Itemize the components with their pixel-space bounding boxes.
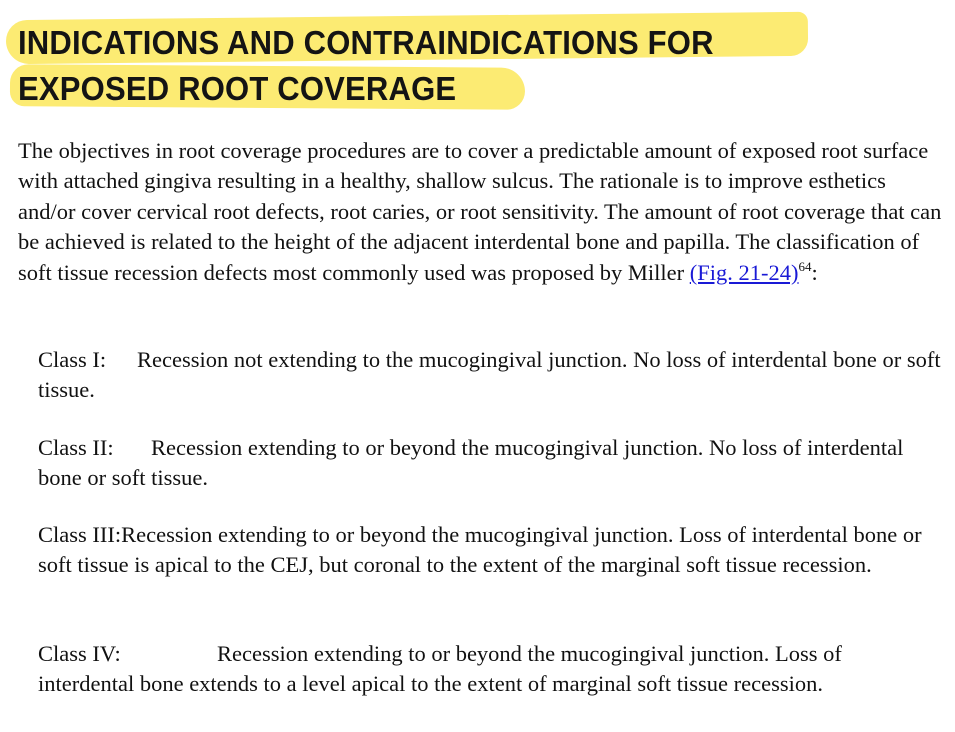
classification-item xyxy=(38,639,943,700)
classification-item xyxy=(38,520,943,581)
class-label: Class I: xyxy=(38,347,107,372)
class-description: Recession not extending to the mucogingival junction. No loss of interdental bone or soft tissue. xyxy=(38,347,941,403)
intro-text: The objectives in root coverage procedures are to cover a predictable amount of exposed root surface with attached gingiva resulting in a healthy, shallow sulcus. The rationale is to improve esthetics and/or cover cervical root defects, root caries, or root sensitivity. The amount of root coverage that can be achieved is related to the height of the adjacent interdental bone and papilla. The classification of soft tissue recession defects most commonly used was proposed by Miller xyxy=(18,138,942,285)
classification-item xyxy=(38,345,943,406)
reference-superscript[interactable]: 64 xyxy=(798,258,812,274)
class-description: Recession extending to or beyond the mucogingival junction. Loss of interdental bone extends to a level apical to the extent of marginal soft tissue recession. xyxy=(38,641,842,697)
class-label: Class III: xyxy=(38,522,122,547)
section-heading xyxy=(18,20,714,112)
class-label: Class II: xyxy=(38,435,114,460)
heading-line-1: INDICATIONS AND CONTRAINDICATIONS FOR xyxy=(18,24,714,61)
heading-line-2: EXPOSED ROOT COVERAGE xyxy=(18,70,457,107)
class-description: Recession extending to or beyond the mucogingival junction. No loss of interdental bone or soft tissue. xyxy=(38,435,904,491)
figure-link[interactable]: (Fig. 21-24) xyxy=(689,259,799,285)
intro-paragraph xyxy=(18,136,943,288)
class-description: Recession extending to or beyond the mucogingival junction. Loss of interdental bone or soft tissue is apical to the CEJ, but coronal to the extent of the marginal soft tissue recession. xyxy=(38,522,922,578)
intro-trailing: : xyxy=(811,259,818,285)
classification-item xyxy=(38,433,943,494)
class-label: Class IV: xyxy=(38,641,121,666)
